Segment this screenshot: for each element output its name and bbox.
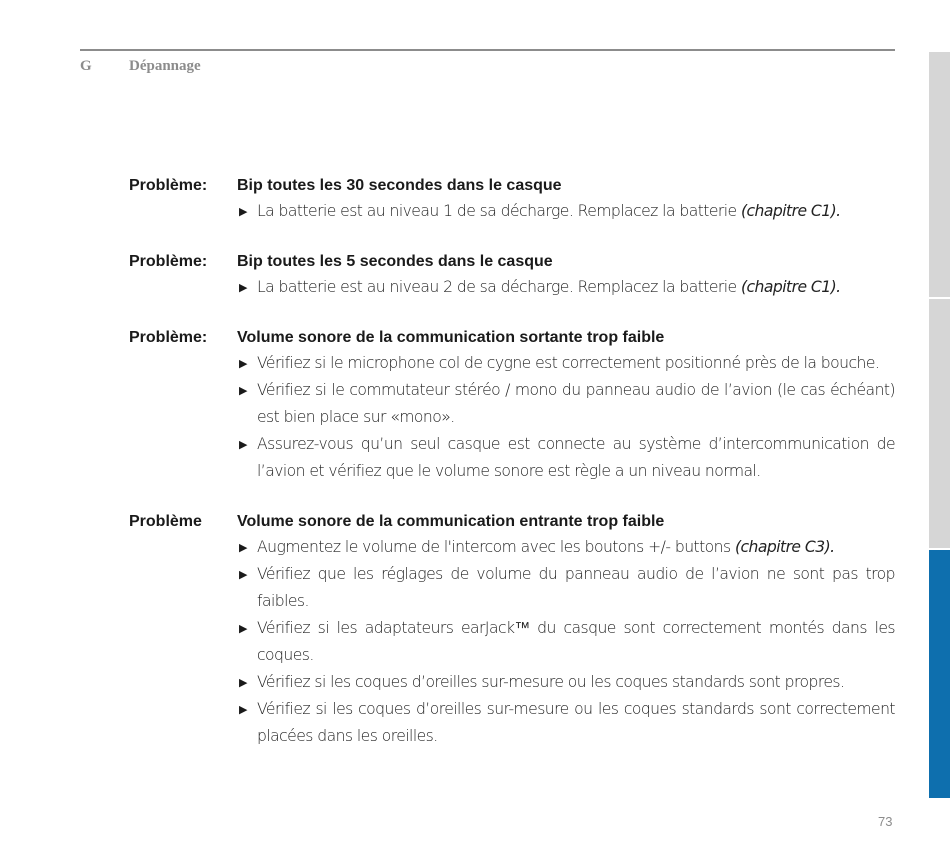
page-number: 73 bbox=[878, 814, 893, 829]
header-rule bbox=[80, 49, 895, 51]
list-item: ▶ Vérifiez que les réglages de volume du panneau audio de l’avion ne sont pas trop faibles. bbox=[257, 561, 895, 615]
chapter-title: Dépannage bbox=[129, 58, 201, 74]
triangle-bullet-icon: ▶ bbox=[239, 622, 247, 635]
list-item: ▶ Vérifiez si les coques d’oreilles sur-mesure ou les coques standards sont correctement placées dans les oreilles. bbox=[257, 696, 895, 750]
list-item: ▶ Augmentez le volume de l'intercom avec les boutons +/- buttons (chapitre C3). bbox=[257, 534, 895, 561]
chapter-letter: G bbox=[80, 58, 92, 74]
problem-title: Bip toutes les 5 secondes dans le casque bbox=[237, 253, 553, 270]
list-item: ▶ La batterie est au niveau 1 de sa décharge. Remplacez la batterie (chapitre C1). bbox=[257, 198, 895, 225]
triangle-bullet-icon: ▶ bbox=[239, 205, 247, 218]
triangle-bullet-icon: ▶ bbox=[239, 676, 247, 689]
list-item: ▶ Vérifiez si le commutateur stéréo / mono du panneau audio de l’avion (le cas échéant) est bien place sur «mono». bbox=[257, 377, 895, 431]
problem-block bbox=[0, 510, 950, 750]
triangle-bullet-icon: ▶ bbox=[239, 281, 247, 294]
list-item: ▶ Vérifiez si les coques d’oreilles sur-mesure ou les coques standards sont propres. bbox=[257, 669, 895, 696]
problem-label: Problème: bbox=[129, 177, 208, 194]
problem-title: Volume sonore de la communication sortante trop faible bbox=[237, 329, 665, 346]
list-item: ▶ Vérifiez si le microphone col de cygne est correctement positionné près de la bouche. bbox=[257, 350, 895, 377]
chapter-reference: (chapitre C1). bbox=[741, 202, 841, 220]
problem-label: Problème: bbox=[129, 253, 208, 270]
triangle-bullet-icon: ▶ bbox=[239, 568, 247, 581]
problem-label: Problème: bbox=[129, 329, 208, 346]
triangle-bullet-icon: ▶ bbox=[239, 541, 247, 554]
triangle-bullet-icon: ▶ bbox=[239, 703, 247, 716]
problem-label: Problème bbox=[129, 513, 202, 530]
problem-block bbox=[0, 250, 950, 301]
running-header bbox=[80, 58, 201, 75]
list-item: ▶ La batterie est au niveau 2 de sa décharge. Remplacez la batterie (chapitre C1). bbox=[257, 274, 895, 301]
list-item: ▶ Assurez-vous qu’un seul casque est connecte au système d’intercommunication de l’avion et vérifiez que le volume sonore est règle a un niveau normal. bbox=[257, 431, 895, 485]
list-item: ▶ Vérifiez si les adaptateurs earJack™ du casque sont correctement montés dans les coques. bbox=[257, 615, 895, 669]
problem-block bbox=[0, 174, 950, 225]
chapter-reference: (chapitre C1). bbox=[741, 278, 841, 296]
chapter-reference: (chapitre C3). bbox=[734, 538, 835, 556]
problem-block bbox=[0, 326, 950, 485]
triangle-bullet-icon: ▶ bbox=[239, 438, 247, 451]
triangle-bullet-icon: ▶ bbox=[239, 357, 247, 370]
problem-title: Volume sonore de la communication entrante trop faible bbox=[237, 513, 665, 530]
problem-title: Bip toutes les 30 secondes dans le casque bbox=[237, 177, 562, 194]
troubleshooting-content bbox=[0, 174, 950, 775]
triangle-bullet-icon: ▶ bbox=[239, 384, 247, 397]
